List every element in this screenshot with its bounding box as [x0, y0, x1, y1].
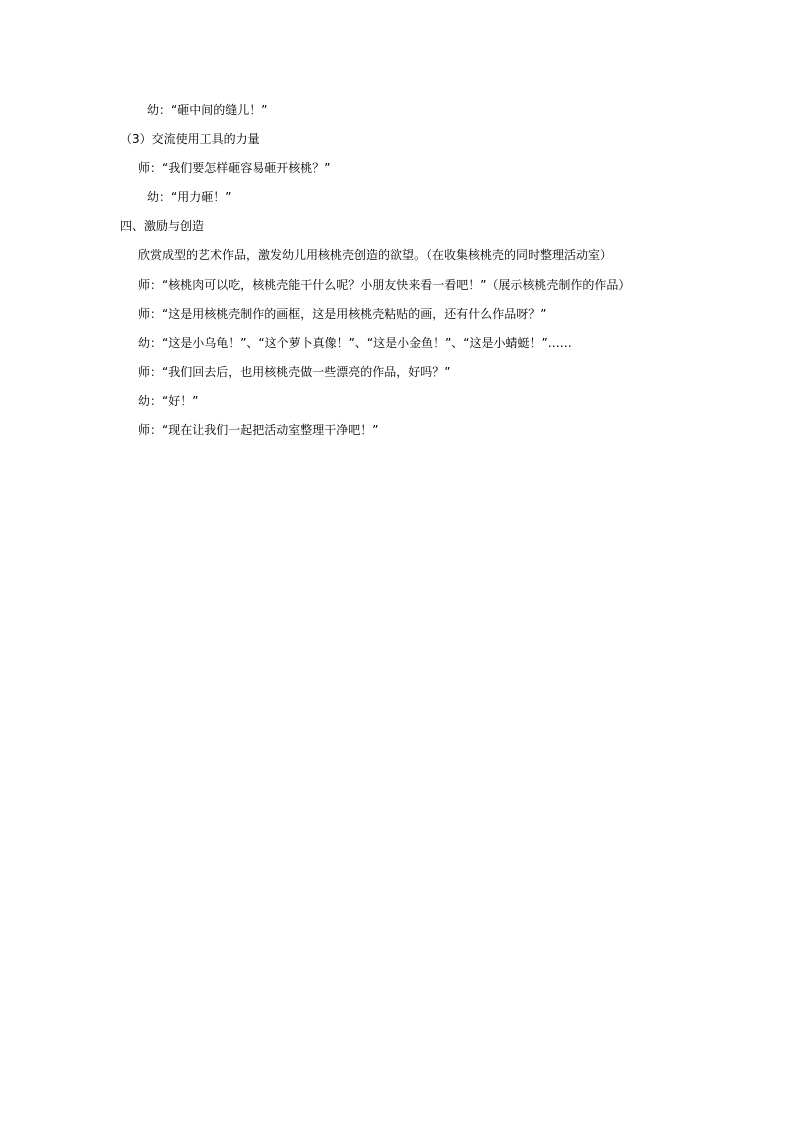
- teacher-question-line: 师：“我们要怎样砸容易砸开核桃？”: [138, 161, 331, 175]
- section-3-heading: （3）交流使用工具的力量: [120, 132, 260, 146]
- teacher-shell-use-line: 师：“核桃肉可以吃，核桃壳能干什么呢？小朋友快来看一看吧！”（展示核桃壳制作的作品）: [138, 278, 631, 292]
- child-agree-line: 幼：“好！”: [138, 394, 199, 408]
- teacher-cleanup-line: 师：“现在让我们一起把活动室整理干净吧！”: [138, 423, 379, 437]
- teacher-artwork-line: 师：“这是用核桃壳制作的画框，这是用核桃壳粘贴的画，还有什么作品呀？”: [138, 307, 547, 321]
- teacher-proposal-line: 师：“我们回去后，也用核桃壳做一些漂亮的作品，好吗？”: [138, 365, 451, 379]
- activity-description-line: 欣赏成型的艺术作品，激发幼儿用核桃壳创造的欲望。（在收集核桃壳的同时整理活动室）: [138, 248, 613, 262]
- child-answer-force-line: 幼：“用力砸！”: [147, 190, 232, 204]
- children-responses-line: 幼：“这是小乌龟！”、“这个萝卜真像！”、“这是小金鱼！”、“这是小蜻蜓！”……: [138, 336, 572, 350]
- section-4-heading: 四、激励与创造: [120, 219, 205, 233]
- child-answer-crack-line: 幼：“砸中间的缝儿！”: [147, 103, 268, 117]
